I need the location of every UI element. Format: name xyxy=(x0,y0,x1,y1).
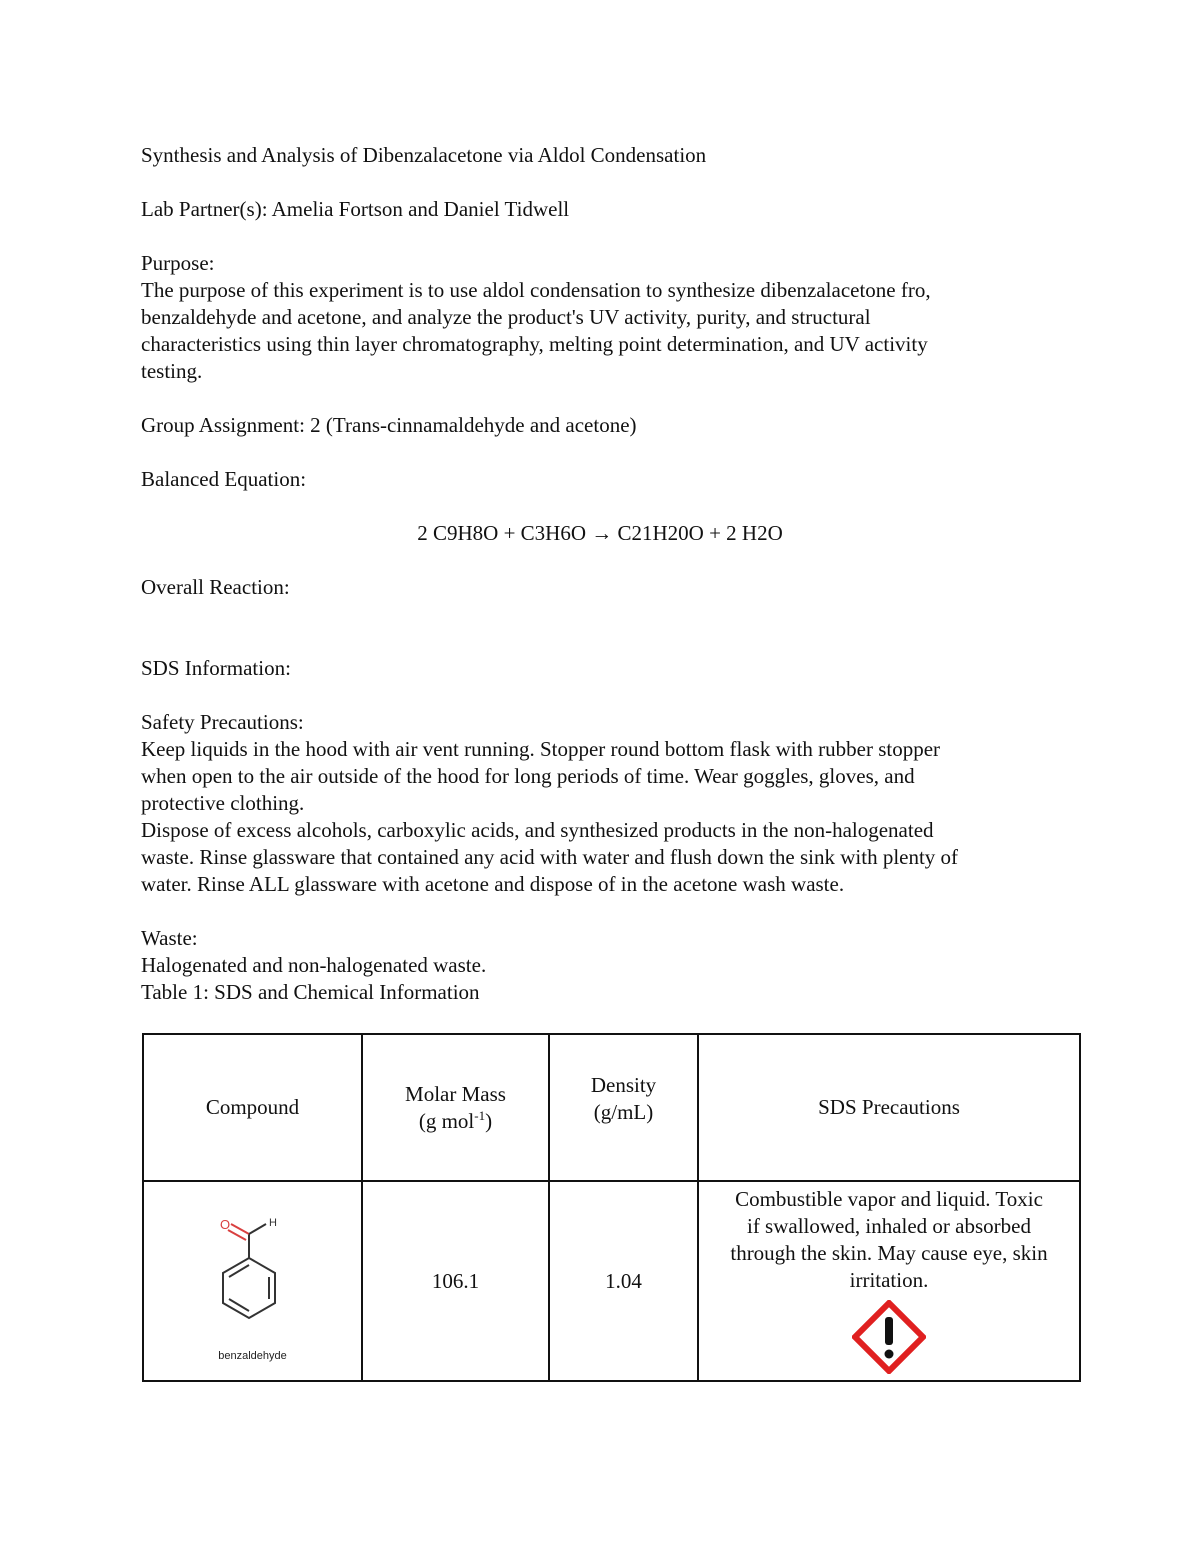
safety-line: water. Rinse ALL glassware with acetone and dispose of in the acetone wash waste. xyxy=(141,872,845,896)
lab-partners: Lab Partner(s): Amelia Fortson and Daniel Tidwell xyxy=(141,197,570,221)
group-assignment: Group Assignment: 2 (Trans-cinnamaldehyde and acetone) xyxy=(141,413,637,437)
safety-line: Keep liquids in the hood with air vent running. Stopper round bottom flask with rubber stopper xyxy=(141,737,941,761)
purpose-line: testing. xyxy=(141,359,203,383)
compound-name-label: benzaldehyde xyxy=(218,1349,287,1362)
overall-reaction-heading: Overall Reaction: xyxy=(141,575,290,599)
benzaldehyde-structure-icon xyxy=(193,1200,313,1350)
header-density-line2: (g/mL) xyxy=(593,1099,654,1124)
precaution-line: if swallowed, inhaled or absorbed xyxy=(746,1214,1031,1238)
sds-chemical-table xyxy=(142,1033,1081,1382)
waste-heading: Waste: xyxy=(141,926,198,950)
header-molar-mass xyxy=(362,1034,549,1181)
waste-text: Halogenated and non-halogenated waste. xyxy=(141,953,487,977)
table-row xyxy=(143,1181,1080,1381)
safety-line: when open to the air outside of the hood for long periods of time. Wear goggles, gloves, and xyxy=(141,764,915,788)
precaution-line: Combustible vapor and liquid. Toxic xyxy=(735,1187,1043,1211)
table-header-row xyxy=(143,1034,1080,1181)
safety-line: protective clothing. xyxy=(141,791,305,815)
purpose-line: The purpose of this experiment is to use aldol condensation to synthesize dibenzalacetone fro, xyxy=(141,278,931,302)
header-compound: Compound xyxy=(143,1034,362,1181)
molar-mass-cell: 106.1 xyxy=(362,1181,549,1381)
safety-line: Dispose of excess alcohols, carboxylic acids, and synthesized products in the non-halogenated xyxy=(141,818,934,842)
safety-heading: Safety Precautions: xyxy=(141,710,304,734)
document-title: Synthesis and Analysis of Dibenzalacetone via Aldol Condensation xyxy=(141,143,707,167)
hydrogen-atom-label: H xyxy=(268,1216,277,1229)
purpose-line: characteristics using thin layer chromatography, melting point determination, and UV activity xyxy=(141,332,928,356)
table-caption: Table 1: SDS and Chemical Information xyxy=(141,980,480,1004)
density-cell: 1.04 xyxy=(549,1181,698,1381)
precaution-line: through the skin. May cause eye, skin xyxy=(730,1241,1048,1265)
header-density xyxy=(549,1034,698,1181)
oxygen-atom-label: O xyxy=(219,1216,230,1232)
header-density-line1: Density xyxy=(590,1072,657,1097)
purpose-heading: Purpose: xyxy=(141,251,215,275)
header-molar-mass-line2: (g mol$^{-1}$) xyxy=(418,1107,493,1133)
document-body xyxy=(141,142,1081,1006)
compound-cell xyxy=(143,1181,362,1381)
header-sds-precautions: SDS Precautions xyxy=(698,1034,1080,1181)
sds-information-heading: SDS Information: xyxy=(141,656,291,680)
safety-line: waste. Rinse glassware that contained any acid with water and flush down the sink with plenty of xyxy=(141,845,959,869)
purpose-line: benzaldehyde and acetone, and analyze the product's UV activity, purity, and structural xyxy=(141,305,871,329)
precaution-line: irritation. xyxy=(849,1268,929,1292)
sds-precautions-cell xyxy=(698,1181,1080,1381)
ghs-exclamation-icon xyxy=(852,1300,926,1374)
header-molar-mass-line1: Molar Mass xyxy=(405,1081,506,1106)
balanced-equation: 2 C9H8O + C3H6O → C21H20O + 2 H2O xyxy=(417,521,783,545)
balanced-equation-heading: Balanced Equation: xyxy=(141,467,307,491)
